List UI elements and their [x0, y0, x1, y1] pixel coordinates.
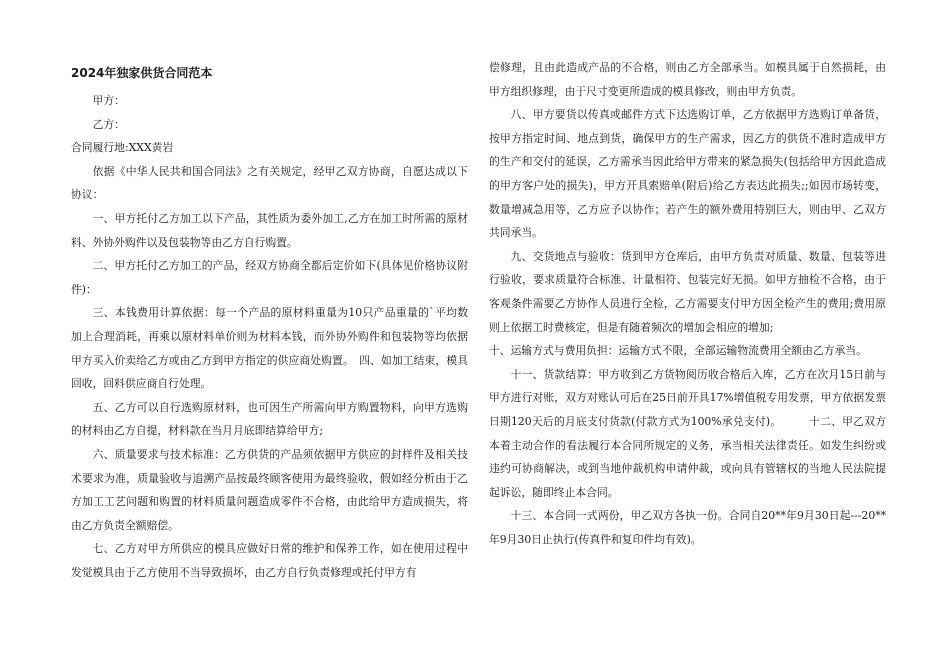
right-column: [489, 56, 886, 551]
clause-8: 八、甲方要货以传真或邮件方式下达选购订单，乙方依据甲方选购订单备货，按甲方指定时间、地点到货，确保甲方的生产需求，因乙方的供货不准时造成甲方的生产和交付的延误，乙方需承当因此给甲方带来的紧急损失(包括给甲方因此造成的甲方客户处的损失)，甲方开具索赔单(附后)给乙方表达此损失;;如因市场转变，数量增减急用等，乙方应予以协作；若产生的额外费用特别巨大，则由甲、乙双方共同承当。: [489, 108, 886, 240]
clause-7-continued: 偿修理，且由此造成产品的不合格，则由乙方全部承当。如模具属于自然损耗，由甲方组织修理，由于尺寸变更所造成的模具修改，则由甲方负责。: [489, 61, 886, 98]
clause-9: 九、交货地点与验收：货到甲方仓库后，由甲方负责对质量、数量、包装等进行验收，要求质量符合标准、计量相符、包装完好无损。如甲方抽检不合格，由于客观条件需要乙方协作人员进行全检，乙方需要支付甲方因全检产生的费用;费用原则上依据工时费核定，但是有随着频次的增加会相应的增加;: [489, 249, 886, 334]
clause-6: 六、质量要求与技术标准：乙方供货的产品须依据甲方供应的封样件及相关技术要求为准，质量验收与追溯产品按最终顾客使用为最终验收，假如经分析由于乙方加工工艺问题和购置的材料质量问题造成零件不合格，由此给甲方造成损失，将由乙方负责全额赔偿。: [71, 447, 468, 532]
clause-3-4: 三、本钱费用计算依据：每一个产品的原材料重量为10只产品重量的`平均数加上合理消耗，再乘以原材料单价则为材料本钱，而外协外购件和包装物等均依据甲方买入价卖给乙方或由乙方到甲方指定的供应商处购置。 四、如加工结束，模具回收，回料供应商自行处理。: [71, 306, 468, 391]
clause-11-12: 十一、货款结算：甲方收到乙方货物阅历收合格后入库，乙方在次月15日前与甲方进行对账，双方对账认可后在25日前开具17%增值税专用发票，甲方依据发票日期120天后的月底支付货款(付款方式为100%承兑支付)。 十二、甲乙双方本着主动合作的看法履行本合同所规定的义务，承当相关法律责任。如发生纠纷或违约可协商解决，或到当地仲裁机构申请仲裁，或向具有管辖权的当地人民法院提起诉讼，随即终止本合同。: [489, 367, 886, 499]
contract-location: 合同履行地:XXX黄岩: [71, 141, 174, 155]
document-title: 2024年独家供货合同范本: [71, 66, 213, 80]
clause-7-start: 七、乙方对甲方所供应的模具应做好日常的维护和保养工作，如在使用过程中发觉模具由于乙方使用不当导致损坏，由乙方自行负责修理或托付甲方有: [71, 542, 468, 579]
clause-1: 一、甲方托付乙方加工以下产品，其性质为委外加工,乙方在加工时所需的原材料、外协外购件以及包装物等由乙方自行购置。: [71, 211, 468, 249]
preamble-paragraph: 依据《中华人民共和国合同法》之有关规定，经甲乙双方协商，自愿达成以下协议：: [71, 164, 468, 202]
clause-5: 五、乙方可以自行选购原材料，也可因生产所需向甲方购置物料，向甲方选购的材料由乙方自提，材料款在当月月底即结算给甲方;: [71, 400, 468, 438]
clause-13: 十三、本合同一式两份，甲乙双方各执一份。合同自20**年9月30日起---20**年9月30日止执行(传真件和复印件均有效)。: [489, 509, 886, 546]
party-a-line: 甲方：: [92, 94, 125, 107]
left-column: [71, 56, 468, 584]
clause-2: 二、甲方托付乙方加工的产品，经双方协商全都后定价如下(具体见价格协议附件)：: [71, 259, 468, 296]
clause-10: 十、运输方式与费用负担：运输方式不限，全部运输物流费用全额由乙方承当。: [489, 344, 867, 358]
party-b-line: 乙方：: [92, 117, 125, 131]
